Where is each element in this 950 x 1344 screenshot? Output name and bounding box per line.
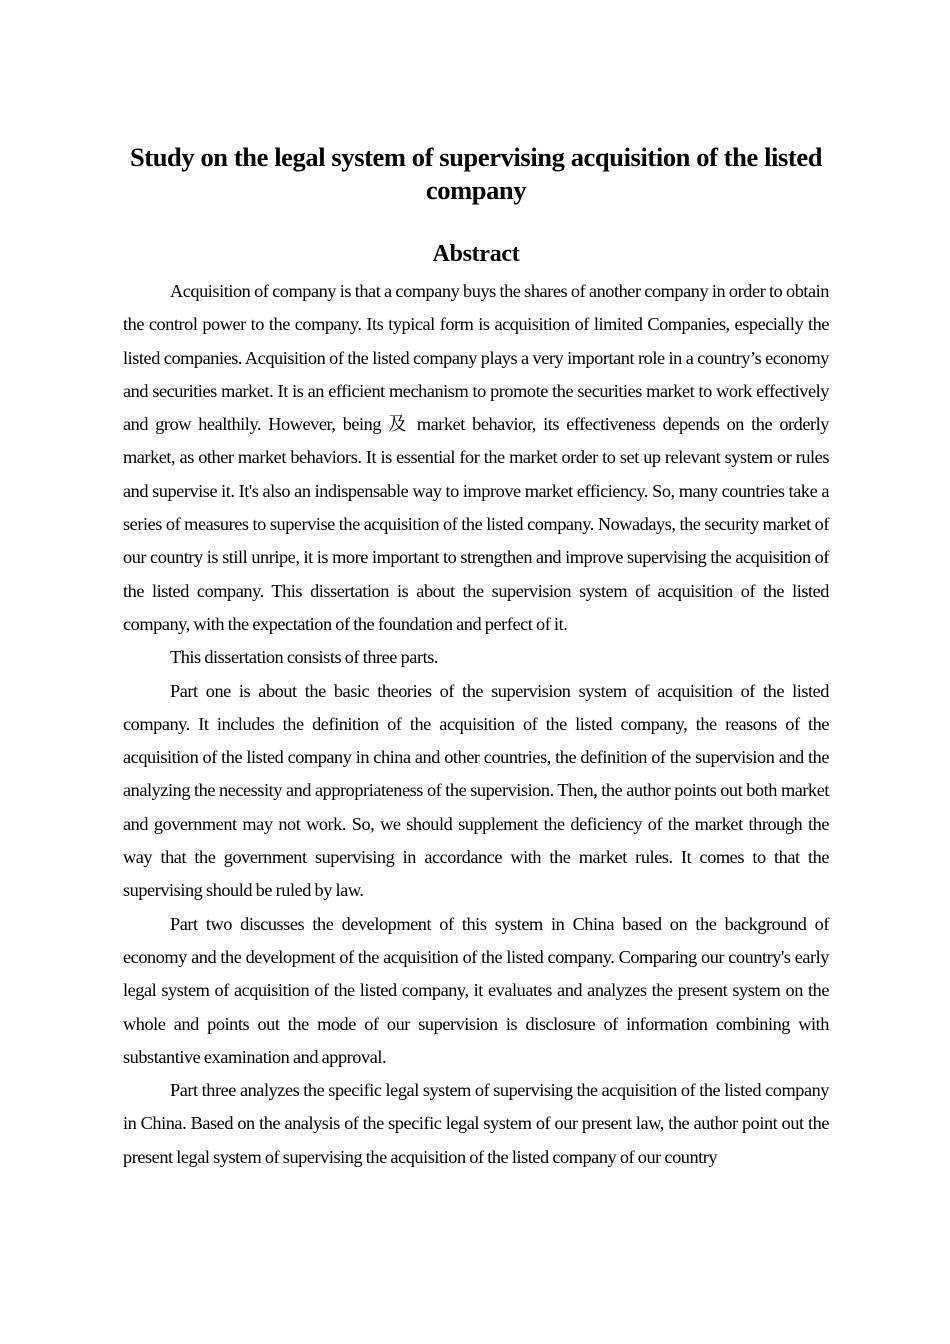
document-title: Study on the legal system of supervising acquisition of the listed company [129,142,823,205]
abstract-paragraph-structure: This dissertation consists of three parts. [170,647,439,668]
abstract-heading: Abstract [432,241,520,267]
abstract-paragraph-part-two: Part two discusses the development of this system in China based on the background of economy and the development of the acquisition of the listed company. Comparing our country's early legal system of acquisition of the listed company, it evaluates and analyzes the present system on the whole and points out the mode of our supervision is disclosure of information combining with substantive examination and approval. [123,913,829,1067]
abstract-paragraph-part-one: Part one is about the basic theories of the supervision system of acquisition of the listed company. It includes the definition of the acquisition of the listed company, the reasons of the acquisition of the listed company in china and other countries, the definition of the supervision and the analyzing the necessity and appropriateness of the supervision. Then, the author points out both market and government may not work. So, we should supplement the deficiency of the market through the way that the government supervising in accordance with the market rules. It comes to that the supervising should be ruled by law. [123,680,829,901]
abstract-body [123,275,829,1174]
abstract-paragraph-part-three: Part three analyzes the specific legal system of supervising the acquisition of the listed company in China. Based on the analysis of the specific legal system of our present law, the author point out the present legal system of supervising the acquisition of the listed company of our country [123,1080,829,1167]
abstract-paragraph-intro: Acquisition of company is that a company buys the shares of another company in order to obtain the control power to the company. Its typical form is acquisition of limited Companies, especially the listed companies. Acquisition of the listed company plays a very important role in a country’s economy and securities market. It is an efficient mechanism to promote the securities market to work effectively and grow healthily. However, being 及 market behavior, its effectiveness depends on the orderly market, as other market behaviors. It is essential for the market order to set up relevant system or rules and supervise it. It's also an indispensable way to improve market efficiency. So, many countries take a series of measures to supervise the acquisition of the listed company. Nowadays, the security market of our country is still unripe, it is more important to strengthen and improve supervising the acquisition of the listed company. This dissertation is about the supervision system of acquisition of the listed company, with the expectation of the foundation and perfect of it. [123,281,829,634]
